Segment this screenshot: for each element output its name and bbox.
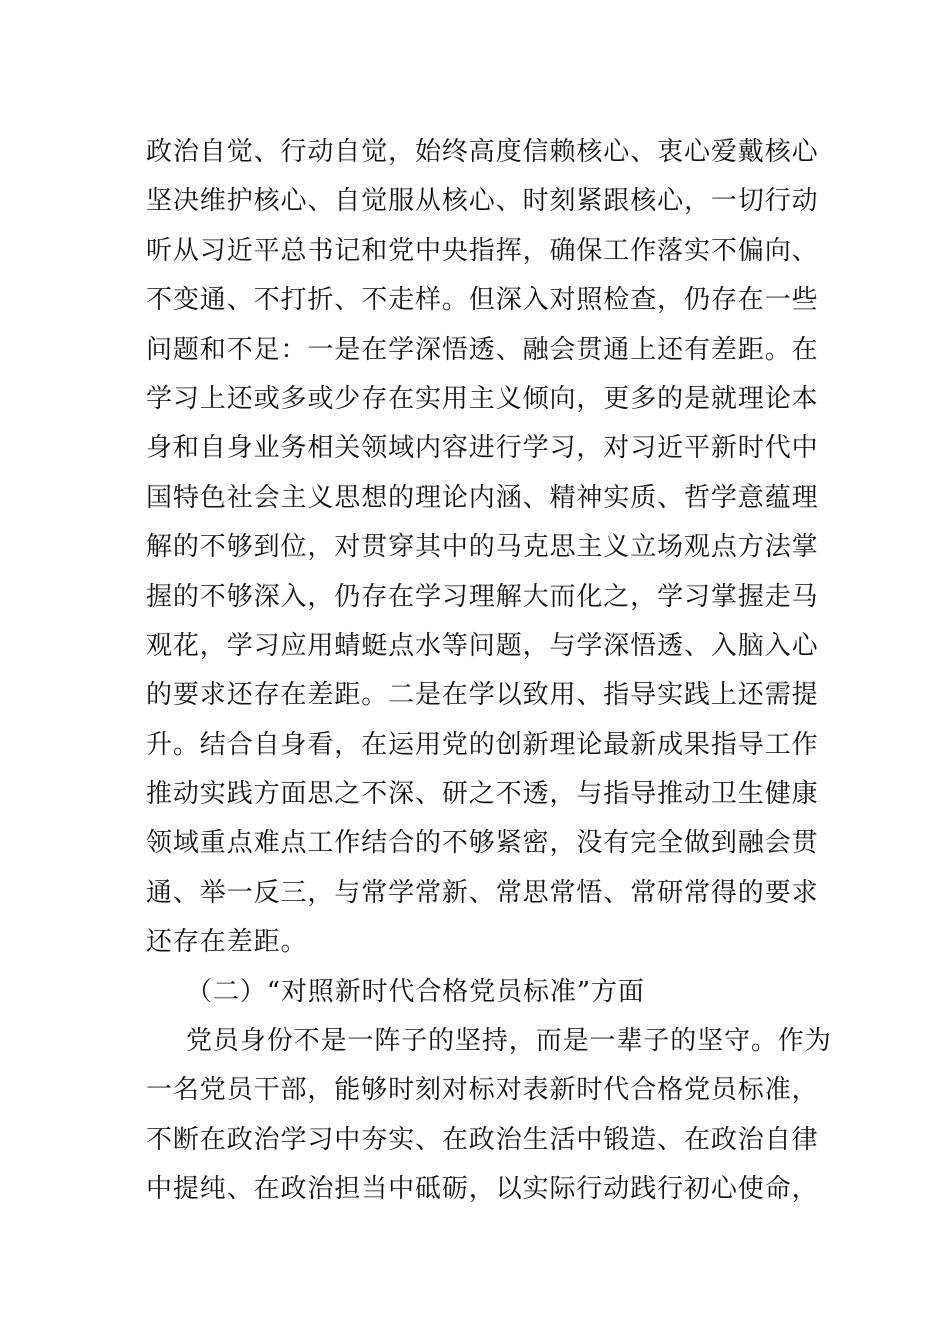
paragraph-line: 学习上还或多或少存在实用主义倾向，更多的是就理论本 [146,383,819,414]
paragraph-line: 党员身份不是一阵子的坚持，而是一辈子的坚守。作为 [186,1026,832,1057]
paragraph-line: 推动实践方面思之不深、研之不透，与指导推动卫生健康 [146,779,819,810]
paragraph-line: 身和自身业务相关领域内容进行学习，对习近平新时代中 [146,433,819,464]
paragraph-line: 国特色社会主义思想的理论内涵、精神实质、哲学意蕴理 [146,482,819,513]
paragraph-line: 政治自觉、行动自觉，始终高度信赖核心、衷心爱戴核心 [146,137,819,167]
paragraph-line: 通、举一反三，与常学常新、常思常悟、常研常得的要求 [146,877,819,908]
paragraph-line: 领域重点难点工作结合的不够紧密，没有完全做到融会贯 [146,828,819,859]
paragraph-line: 握的不够深入，仍存在学习理解大而化之，学习掌握走马 [146,581,819,612]
section-heading: （二）“对照新时代合格党员标准”方面 [186,976,645,1007]
paragraph-line: 升。结合自身看，在运用党的创新理论最新成果指导工作 [146,729,819,760]
paragraph-line: 的要求还存在差距。二是在学以致用、指导实践上还需提 [146,680,819,711]
paragraph-line: 一名党员干部，能够时刻对标对表新时代合格党员标准， [146,1075,819,1106]
document-body [146,128,832,1215]
paragraph-line: 坚决维护核心、自觉服从核心、时刻紧跟核心，一切行动 [146,186,819,217]
paragraph-line: 听从习近平总书记和党中央指挥，确保工作落实不偏向、 [146,235,819,266]
paragraph-line: 解的不够到位，对贯穿其中的马克思主义立场观点方法掌 [146,532,819,563]
paragraph-line: 还存在差距。 [146,927,308,958]
paragraph-line: 不断在政治学习中夯实、在政治生活中锻造、在政治自律 [146,1124,819,1155]
paragraph-line: 不变通、不打折、不走样。但深入对照检查，仍存在一些 [146,285,819,316]
paragraph-line: 中提纯、在政治担当中砥砺，以实际行动践行初心使命， [146,1174,819,1205]
paragraph-line: 问题和不足：一是在学深悟透、融会贯通上还有差距。在 [146,334,819,365]
paragraph-line: 观花，学习应用蜻蜓点水等问题，与学深悟透、入脑入心 [146,630,819,661]
